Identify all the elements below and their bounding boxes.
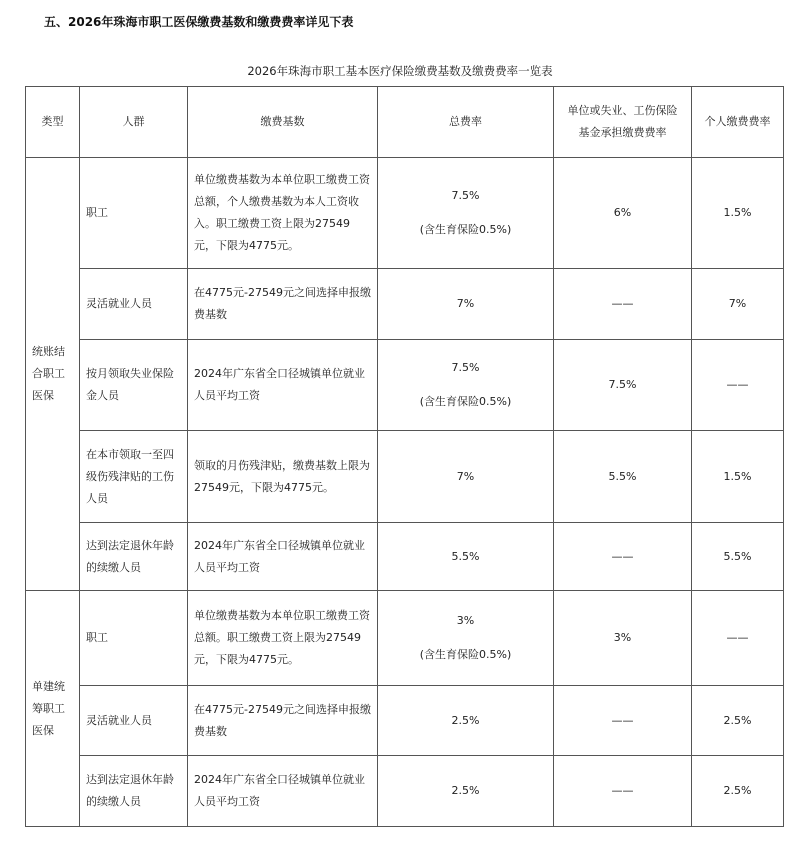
- group-cell: 灵活就业人员: [80, 686, 188, 756]
- total-rate-note: (含生育保险0.5%): [419, 223, 512, 236]
- group-cell: 达到法定退休年龄的续缴人员: [80, 523, 188, 591]
- total-rate-cell: [378, 158, 554, 269]
- column-header-base: 缴费基数: [188, 87, 378, 158]
- section-heading: 五、2026年珠海市职工医保缴费基数和缴费费率详见下表: [44, 15, 354, 29]
- total-rate-value: 3%: [456, 614, 475, 627]
- base-cell: 单位缴费基数为本单位职工缴费工资总额，个人缴费基数为本人工资收入。职工缴费工资上限为27549元，下限为4775元。: [188, 158, 378, 269]
- column-header-total-rate: 总费率: [378, 87, 554, 158]
- total-rate-value: 7.5%: [451, 189, 480, 202]
- column-header-group: 人群: [80, 87, 188, 158]
- column-header-type: 类型: [26, 87, 80, 158]
- type-cell: 统账结合职工医保: [26, 158, 80, 591]
- rates-table: [25, 86, 784, 827]
- total-rate-cell: [378, 591, 554, 686]
- total-rate-note: (含生育保险0.5%): [419, 648, 512, 661]
- personal-rate-cell: 7%: [692, 269, 784, 340]
- group-cell: 在本市领取一至四级伤残津贴的工伤人员: [80, 431, 188, 523]
- table-row: [26, 523, 784, 591]
- type-cell: 单建统筹职工医保: [26, 591, 80, 827]
- personal-rate-cell: ——: [692, 340, 784, 431]
- personal-rate-cell: 1.5%: [692, 158, 784, 269]
- total-rate-note: (含生育保险0.5%): [419, 395, 512, 408]
- base-cell: 2024年广东省全口径城镇单位就业人员平均工资: [188, 756, 378, 827]
- personal-rate-cell: 5.5%: [692, 523, 784, 591]
- total-rate-cell: 2.5%: [378, 756, 554, 827]
- personal-rate-cell: 1.5%: [692, 431, 784, 523]
- table-row: [26, 686, 784, 756]
- total-rate-cell: 5.5%: [378, 523, 554, 591]
- base-cell: 领取的月伤残津贴，缴费基数上限为27549元，下限为4775元。: [188, 431, 378, 523]
- table-row: [26, 158, 784, 269]
- table-row: [26, 591, 784, 686]
- personal-rate-cell: ——: [692, 591, 784, 686]
- base-cell: 2024年广东省全口径城镇单位就业人员平均工资: [188, 340, 378, 431]
- table-row: [26, 269, 784, 340]
- personal-rate-cell: 2.5%: [692, 756, 784, 827]
- employer-rate-cell: ——: [554, 269, 692, 340]
- base-cell: 在4775元-27549元之间选择申报缴费基数: [188, 686, 378, 756]
- column-header-personal-rate: 个人缴费费率: [692, 87, 784, 158]
- header-row: [26, 87, 784, 158]
- personal-rate-cell: 2.5%: [692, 686, 784, 756]
- group-cell: 职工: [80, 591, 188, 686]
- table-row: [26, 756, 784, 827]
- table-row: [26, 431, 784, 523]
- employer-rate-cell: 5.5%: [554, 431, 692, 523]
- base-cell: 2024年广东省全口径城镇单位就业人员平均工资: [188, 523, 378, 591]
- group-cell: 按月领取失业保险金人员: [80, 340, 188, 431]
- base-cell: 单位缴费基数为本单位职工缴费工资总额。职工缴费工资上限为27549元，下限为4775元。: [188, 591, 378, 686]
- table-title: 2026年珠海市职工基本医疗保险缴费基数及缴费费率一览表: [247, 64, 553, 78]
- group-cell: 达到法定退休年龄的续缴人员: [80, 756, 188, 827]
- employer-rate-cell: 7.5%: [554, 340, 692, 431]
- total-rate-cell: [378, 340, 554, 431]
- group-cell: 灵活就业人员: [80, 269, 188, 340]
- employer-rate-cell: ——: [554, 756, 692, 827]
- column-header-employer-rate: 单位或失业、工伤保险基金承担缴费费率: [554, 87, 692, 158]
- employer-rate-cell: ——: [554, 523, 692, 591]
- group-cell: 职工: [80, 158, 188, 269]
- employer-rate-cell: 3%: [554, 591, 692, 686]
- total-rate-cell: 7%: [378, 269, 554, 340]
- total-rate-cell: 7%: [378, 431, 554, 523]
- total-rate-value: 7.5%: [451, 361, 480, 374]
- total-rate-cell: 2.5%: [378, 686, 554, 756]
- employer-rate-cell: 6%: [554, 158, 692, 269]
- table-row: [26, 340, 784, 431]
- base-cell: 在4775元-27549元之间选择申报缴费基数: [188, 269, 378, 340]
- employer-rate-cell: ——: [554, 686, 692, 756]
